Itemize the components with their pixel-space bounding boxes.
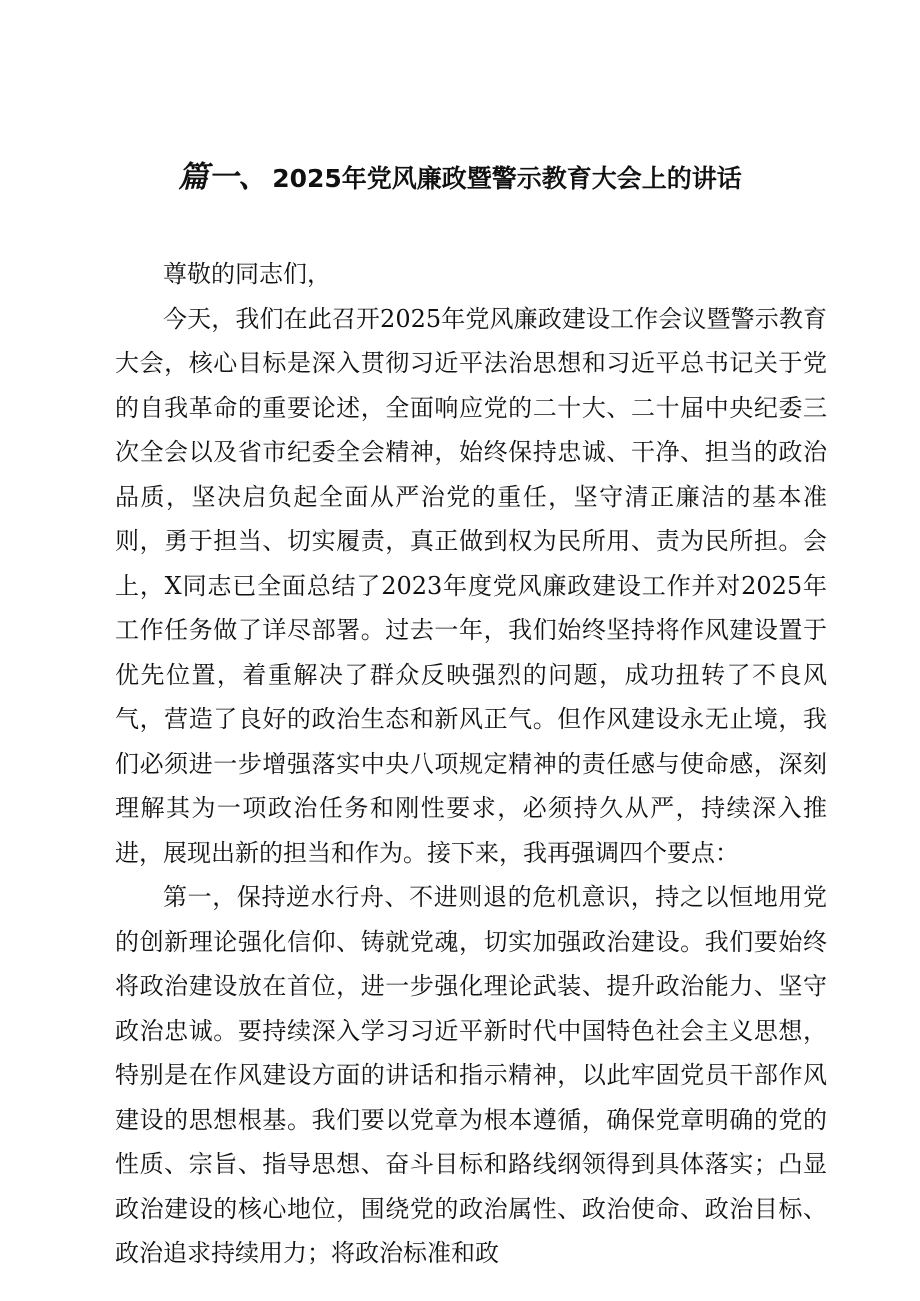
paragraph-1: 今天，我们在此召开2025年党风廉政建设工作会议暨警示教育大会，核心目标是深入贯彻习近平法治思想和习近平总书记关于党的自我革命的重要论述，全面响应党的二十大、二十届中央纪委三次全会以及省市纪委全会精神，始终保持忠诚、干净、担当的政治品质，坚决启负起全面从严治党的重任，坚守清正廉洁的基本准则，勇于担当、切实履责，真正做到权为民所用、责为民所担。会上，X同志已全面总结了2023年度党风廉政建设工作并对2025年工作任务做了详尽部署。过去一年，我们始终坚持将作风建设置于优先位置，着重解决了群众反映强烈的问题，成功扭转了不良风气，营造了良好的政治生态和新风正气。但作风建设永无止境，我们必须进一步增强落实中央八项规定精神的责任感与使命感，深刻理解其为一项政治任务和刚性要求，必须持久从严，持续深入推进，展现出新的担当和作为。接下来，我再强调四个要点： — [115, 304, 827, 867]
document-title — [0, 158, 920, 199]
paragraph-2: 第一，保持逆水行舟、不进则退的危机意识，持之以恒地用党的创新理论强化信仰、铸就党魂，切实加强政治建设。我们要始终将政治建设放在首位，进一步强化理论武装、提升政治能力、坚守政治忠诚。要持续深入学习习近平新时代中国特色社会主义思想，特别是在作风建设方面的讲话和指示精神，以此牢固党员干部作风建设的思想根基。我们要以党章为根本遵循，确保党章明确的党的性质、宗旨、指导思想、奋斗目标和路线纲领得到具体落实；凸显政治建设的核心地位，围绕党的政治属性、政治使命、政治目标、政治追求持续用力；将政治标准和政 — [115, 883, 827, 1267]
salutation: 尊敬的同志们， — [163, 260, 331, 288]
document-body — [115, 252, 827, 1276]
title-prefix: 篇一、 — [178, 160, 269, 195]
title-text: 2025年党风廉政暨警示教育大会上的讲话 — [272, 164, 742, 193]
